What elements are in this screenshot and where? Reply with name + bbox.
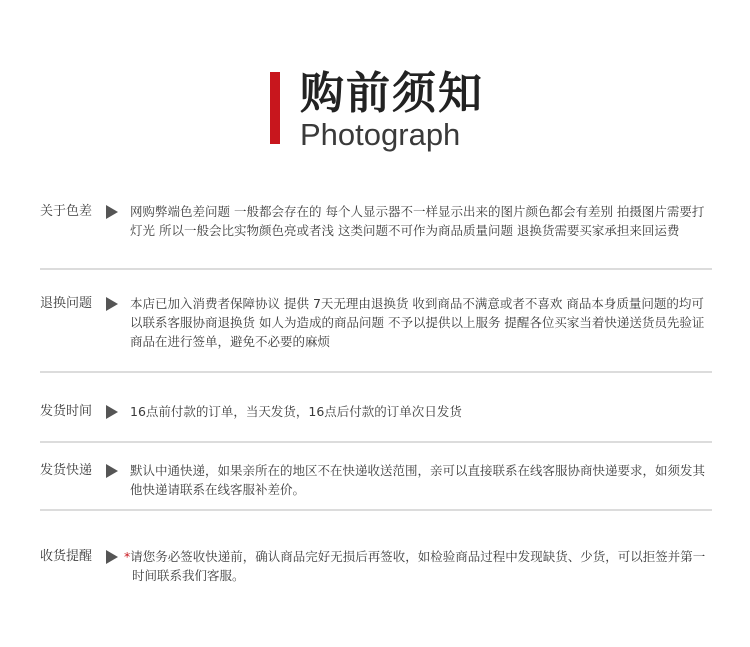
- section-text: [124, 547, 712, 585]
- section-text-body: 请您务必签收快递前，确认商品完好无损后再签收，如检验商品过程中发现缺货、少货，可以拒签并第一时间联系我们客服。: [130, 549, 706, 583]
- play-triangle-icon: [106, 405, 118, 419]
- play-triangle-icon: [106, 205, 118, 219]
- play-triangle-icon: [106, 550, 118, 564]
- section-label: 收货提醒: [40, 549, 93, 564]
- section-text: 本店已加入消费者保障协议 提供 7天无理由退换货 收到商品不满意或者不喜欢 商品本身质量问题的均可以联系客服协商退换货 如人为造成的商品问题 不予以提供以上服务 提醒各位买家当着快递送货员先验证商品在进行签单，避免不必要的麻烦: [130, 296, 705, 349]
- section-text: 网购弊端色差问题 一般都会存在的 每个人显示器不一样显示出来的图片颜色都会有差别 拍摄图片需要打灯光 所以一般会比实物颜色亮或者浅 这类问题不可作为商品质量问题 退换货需要买家承担来回运费: [130, 204, 705, 238]
- page-subtitle: Photograph: [300, 117, 461, 152]
- divider: [40, 441, 712, 443]
- divider: [40, 509, 712, 511]
- page-title: 购前须知: [300, 68, 484, 119]
- asterisk-mark: *: [124, 549, 131, 564]
- accent-bar: [270, 72, 280, 144]
- play-triangle-icon: [106, 297, 118, 311]
- divider: [40, 268, 712, 270]
- section-text: 默认中通快递，如果亲所在的地区不在快递收送范围，亲可以直接联系在线客服协商快递要求，如须发其他快递请联系在线客服补差价。: [130, 463, 706, 497]
- section-label: 退换问题: [40, 296, 93, 311]
- page-header: [270, 70, 530, 150]
- divider: [40, 371, 712, 373]
- section-text: 16点前付款的订单，当天发货，16点后付款的订单次日发货: [130, 404, 462, 419]
- section-label: 发货快递: [40, 463, 93, 478]
- section-label: 关于色差: [40, 204, 93, 219]
- section-label: 发货时间: [40, 404, 93, 419]
- play-triangle-icon: [106, 464, 118, 478]
